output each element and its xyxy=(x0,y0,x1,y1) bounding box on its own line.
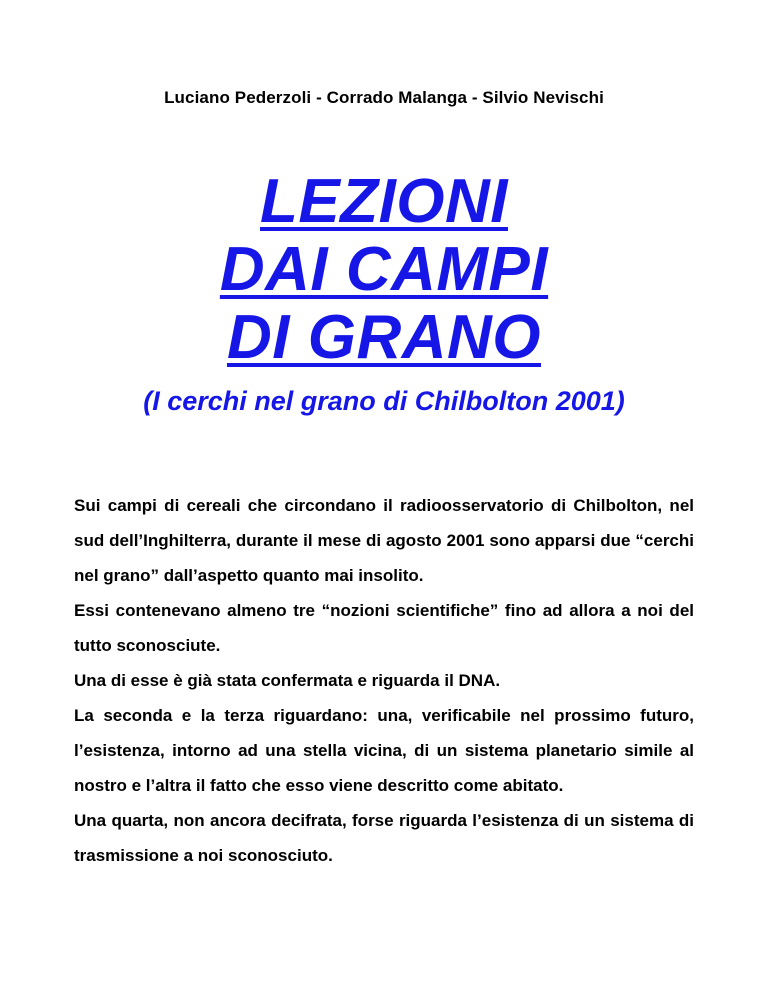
title-line-1: LEZIONI xyxy=(259,167,509,236)
title-line-3: DI GRANO xyxy=(227,303,541,372)
document-subtitle: (I cerchi nel grano di Chilbolton 2001) xyxy=(143,386,625,416)
paragraph-3: Una di esse è già stata confermata e riguarda il DNA. xyxy=(74,671,501,690)
paragraph-2: Essi contenevano almeno tre “nozioni scientifiche” fino ad allora a noi del tutto sconosciute. xyxy=(74,601,694,655)
paragraph-5: Una quarta, non ancora decifrata, forse riguarda l’esistenza di un sistema di trasmissione a noi sconosciuto. xyxy=(74,811,694,865)
paragraph-4: La seconda e la terza riguardano: una, verificabile nel prossimo futuro, l’esistenza, intorno ad una stella vicina, di un sistema planetario simile al nostro e l’altra il fatto che esso viene descritto come abitato. xyxy=(74,706,694,795)
authors-line: Luciano Pederzoli - Corrado Malanga - Silvio Nevischi xyxy=(164,88,604,107)
title-line-2: DAI CAMPI xyxy=(219,235,549,304)
paragraph-1: Sui campi di cereali che circondano il radioosservatorio di Chilbolton, nel sud dell’Inghilterra, durante il mese di agosto 2001 sono apparsi due “cerchi nel grano” dall’aspetto quanto mai insolito. xyxy=(74,496,694,585)
body-text xyxy=(74,488,694,873)
document-title xyxy=(0,168,768,372)
